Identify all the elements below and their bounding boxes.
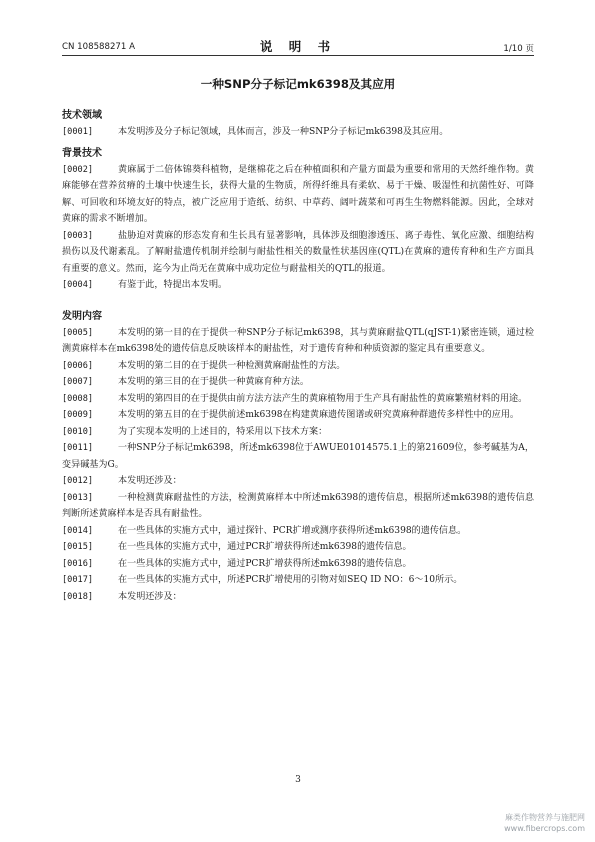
- paragraph: [62, 539, 534, 556]
- paragraph-text: 本发明还涉及：: [118, 476, 182, 486]
- watermark-name: 麻类作物营养与施肥网: [505, 813, 585, 822]
- paragraph: [62, 162, 534, 228]
- paragraph-number: [0016]: [62, 558, 94, 569]
- paragraph-text: 黄麻属于二倍体锦葵科植物，是继棉花之后在种植面积和产量方面最为重要和常用的天然纤维作物。黄麻能够在营养贫瘠的土壤中快速生长，获得大量的生物质，所得纤维具有柔软、易于干燥、吸湿性和抗菌性好、可降解、可回收和环境友好的特点，被广泛应用于造纸、纺织、中草药、阔叶蔬菜和可再生生物燃料能源。因此，全球对黄麻的需求不断增加。: [62, 164, 534, 224]
- paragraph-text: 在一些具体的实施方式中，通过PCR扩增获得所述mk6398的遗传信息。: [118, 558, 412, 569]
- paragraph: [62, 228, 534, 278]
- paragraph-number: [0012]: [62, 476, 94, 486]
- site-watermark: [504, 812, 585, 834]
- paragraph-text: 为了实现本发明的上述目的，特采用以下技术方案：: [118, 426, 328, 437]
- page-number: 3: [295, 775, 301, 785]
- paragraph-number: [0007]: [62, 377, 94, 387]
- paragraph-number: [0010]: [62, 426, 94, 437]
- section-heading-background: 背景技术: [62, 147, 102, 159]
- paragraph: [62, 124, 534, 141]
- paragraph: [62, 523, 534, 540]
- document-body: [62, 108, 534, 605]
- paragraph: [62, 589, 534, 606]
- paragraph: [62, 440, 534, 473]
- paragraph: [62, 277, 534, 294]
- paragraph: [62, 407, 534, 424]
- paragraph-number: [0001]: [62, 127, 94, 137]
- paragraph: [62, 374, 534, 391]
- paragraph: [62, 358, 534, 375]
- paragraph-number: [0011]: [62, 443, 94, 453]
- paragraph-number: [0003]: [62, 230, 94, 241]
- patent-number: CN 108588271 A: [62, 42, 135, 52]
- paragraph-text: 本发明的第二目的在于提供一种检测黄麻耐盐性的方法。: [118, 360, 346, 371]
- paragraph-text: 本发明的第五目的在于提供前述mk6398在构建黄麻遗传图谱或研究黄麻种群遗传多样性中的应用。: [118, 410, 520, 420]
- paragraph: [62, 490, 534, 523]
- paragraph-text: 在一些具体的实施方式中，所述PCR扩增使用的引物对如SEQ ID NO：6～10所示。: [118, 575, 463, 585]
- paragraph-text: 一种检测黄麻耐盐性的方法，检测黄麻样本中所述mk6398的遗传信息，根据所述mk6398的遗传信息判断所述黄麻样本是否具有耐盐性。: [62, 492, 534, 519]
- paragraph: [62, 556, 534, 573]
- paragraph-number: [0018]: [62, 591, 94, 602]
- paragraph-number: [0009]: [62, 410, 94, 420]
- paragraph-text: 本发明还涉及：: [118, 591, 182, 602]
- watermark-url: www.fibercrops.com: [504, 824, 585, 833]
- paragraph: [62, 424, 534, 441]
- section-heading-invention: 发明内容: [62, 310, 102, 322]
- section-heading-tech-field: 技术领域: [62, 110, 102, 121]
- page-indicator: 1/10 页: [503, 44, 534, 54]
- paragraph-number: [0015]: [62, 542, 94, 552]
- paragraph: [62, 473, 534, 490]
- document-title: 一种SNP分子标记mk6398及其应用: [200, 77, 396, 91]
- paragraph-text: 本发明的第一目的在于提供一种SNP分子标记mk6398，其与黄麻耐盐QTL(qJST-1)紧密连锁，通过检测黄麻样本在mk6398处的遗传信息反映该样本的耐盐性，对于遗传育种和种质资源的鉴定具有重要意义。: [62, 327, 534, 354]
- paragraph: [62, 325, 534, 358]
- paragraph-number: [0014]: [62, 525, 94, 536]
- header-rule: [62, 55, 534, 56]
- paragraph-text: 有鉴于此，特提出本发明。: [118, 280, 228, 290]
- paragraph-text: 一种SNP分子标记mk6398，所述mk6398位于AWUE01014575.1上的第21609位，参考碱基为A，变异碱基为G。: [62, 443, 534, 470]
- paragraph-number: [0005]: [62, 327, 94, 338]
- paragraph-number: [0006]: [62, 360, 94, 371]
- paragraph-text: 本发明涉及分子标记领域，具体而言，涉及一种SNP分子标记mk6398及其应用。: [118, 127, 449, 137]
- paragraph-text: 盐胁迫对黄麻的形态发育和生长具有显著影响，具体涉及细胞渗透压、离子毒性、氧化应激、细胞结构损伤以及代谢紊乱。了解耐盐遗传机制并绘制与耐盐性相关的数量性状基因座(QTL)在黄麻的遗传育种和生产方面具有重要的意义。然而，迄今为止尚无在黄麻中成功定位与耐盐相关的QTL的报道。: [62, 230, 534, 274]
- paragraph-number: [0017]: [62, 575, 94, 585]
- paragraph-text: 在一些具体的实施方式中，通过探针、PCR扩增或测序获得所述mk6398的遗传信息。: [118, 525, 467, 536]
- paragraph-number: [0004]: [62, 280, 94, 290]
- paragraph: [62, 391, 534, 408]
- paragraph: [62, 572, 534, 589]
- page-header: [62, 38, 534, 54]
- paragraph-text: 在一些具体的实施方式中，通过PCR扩增获得所述mk6398的遗传信息。: [118, 542, 412, 552]
- paragraph-number: [0008]: [62, 393, 94, 404]
- paragraph-number: [0013]: [62, 492, 94, 503]
- paragraph-number: [0002]: [62, 164, 94, 175]
- paragraph-text: 本发明的第四目的在于提供由前方法方法产生的黄麻植物用于生产具有耐盐性的黄麻繁殖材料的用途。: [118, 393, 528, 404]
- paragraph-text: 本发明的第三目的在于提供一种黄麻育种方法。: [118, 377, 309, 387]
- document-type: 说 明 书: [259, 39, 337, 54]
